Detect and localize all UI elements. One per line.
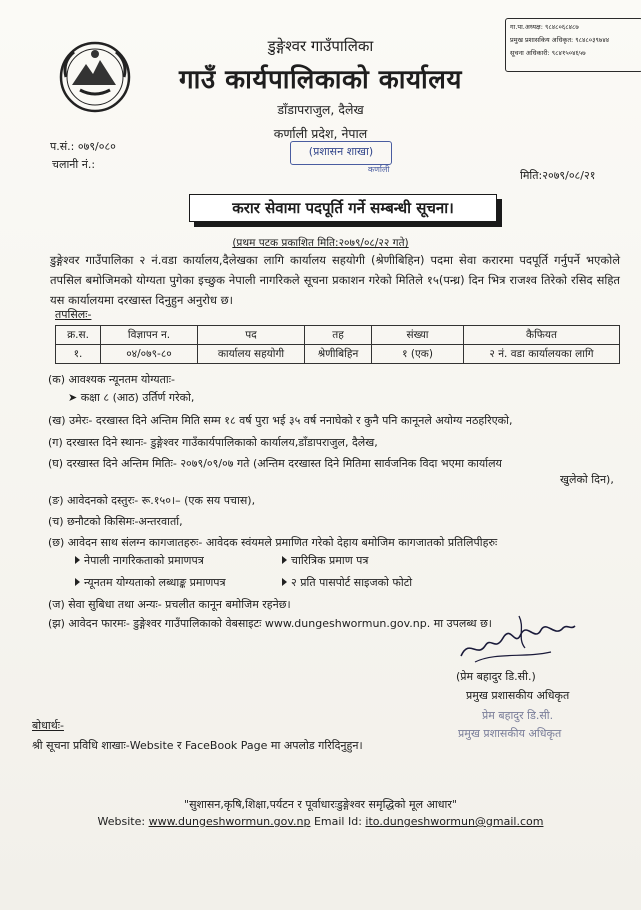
contact-box — [505, 18, 641, 72]
bullet-arrow-icon — [75, 578, 80, 586]
col-header: विज्ञापन न. — [101, 326, 198, 345]
address-line-2: कर्णाली प्रदेश, नेपाल — [273, 126, 368, 141]
signatory-name: (प्रेम बहादुर डि.सी.) — [456, 670, 536, 683]
bodhartha-line: श्री सूचना प्रविधि शाखाः-Website र FaceBook Page मा अपलोड गरिदिनुहुन। — [32, 739, 363, 752]
req-gha-line2: खुलेको दिन), — [560, 473, 614, 486]
website-label: Website: — [97, 815, 149, 828]
req-chha: (छ) आवेदन साथ संलग्न कागजातहरुः- आवेदक स्वंयमले प्रमाणित गरेको देहाय बमोजिम कागजातको प्रतिलिपीहरुः — [48, 536, 498, 549]
table-cell: ०४/०७९-८० — [101, 345, 198, 364]
contact-line: गा.पा.अध्यक्ष: ९८४८०६८४८७ — [510, 23, 579, 31]
req-ja: (ज) सेवा सुबिधा तथा अन्यः- प्रचलीत कानून बमोजिम रहनेछ। — [48, 598, 291, 611]
org-name: डुङ्गेश्वर गाउँपालिका — [267, 37, 374, 55]
table-cell: १. — [56, 345, 101, 364]
notice-title-box — [189, 194, 503, 227]
published-date: (प्रथम पटक प्रकाशित मिति:२०७९/०८/२२ गते) — [232, 237, 409, 249]
chalani-number: चलानी नं.: — [52, 158, 96, 171]
email-label: Email Id: — [310, 815, 366, 828]
bullet-arrow-icon — [282, 556, 287, 564]
table-header-row — [56, 326, 620, 345]
req-cha: (च) छनौटको किसिमः-अन्तरवार्ता, — [48, 515, 183, 528]
col-header: कैफियत — [464, 326, 620, 345]
footer-contact — [0, 815, 641, 828]
table-cell: २ नं. वडा कार्यालयका लागि — [464, 345, 620, 364]
req-ka-item: ➤ कक्षा ८ (आठ) उर्तिर्ण गरेको, — [68, 391, 195, 404]
website-link[interactable]: www.dungeshwormun.gov.np — [148, 815, 311, 828]
req-ga: (ग) दरखास्त दिने स्थानः- डुङ्गेश्वर गाउँकार्यपालिकाको कार्यालय,डाँडापराजुल, दैलेख, — [48, 436, 378, 449]
col-header: क्र.स. — [56, 326, 101, 345]
table-cell: कार्यालय सहयोगी — [198, 345, 305, 364]
contact-line: प्रमुख प्रशासकिय अधिकृत: ९८४८०३९७४४ — [510, 36, 610, 44]
bullet-arrow-icon — [75, 556, 80, 564]
email-link[interactable]: ito.dungeshwormun@gmail.com — [365, 815, 544, 828]
office-title: गाउँ कार्यपालिकाको कार्यालय — [179, 65, 462, 95]
req-kha: (ख) उमेरः- दरखास्त दिने अन्तिम मिति सम्म १८ वर्ष पुरा भई ३५ वर्ष ननाघेको र कुनै पनि कानूनले अयोग्य नठहरिएको, — [48, 414, 513, 427]
col-header: तह — [305, 326, 372, 345]
table-row — [56, 345, 620, 364]
vacancy-table — [55, 325, 620, 364]
req-jha: (झ) आवेदन फारमः- डुङ्गेश्वर गाउँपालिकाको वेबसाइटः www.dungeshwormun.gov.np. मा उपलब्ध छ। — [48, 617, 492, 630]
contact-line: सूचना अधिकारी: ९८४१५०४६५७ — [510, 49, 586, 57]
section-stamp-sub: कर्णाली — [368, 165, 390, 174]
signatory-title: प्रमुख प्रशासकीय अधिकृत — [466, 689, 570, 702]
notice-title: करार सेवामा पदपूर्ति गर्ने सम्बन्धी सूचना। — [189, 194, 497, 222]
bodhartha-label: बोधार्थः- — [32, 719, 64, 732]
req-gha-line1: (घ) दरखास्त दिने अन्तिम मितिः- २०७९/०९/०७ गते (अन्तिम दरखास्त दिने मितिमा सार्वजनिक विदा भएमा कार्यालय — [48, 457, 502, 470]
col-header: पद — [198, 326, 305, 345]
table-cell: श्रेणीबिहिन — [305, 345, 372, 364]
section-stamp: (प्रशासन शाखा) — [290, 141, 392, 165]
bullet-arrow-icon — [282, 578, 287, 586]
footer-slogan: "सुशासन,कृषि,शिक्षा,पर्यटन र पूर्वाधारःडुङ्गेश्वर समृद्धिको मूल आधार" — [184, 798, 457, 811]
signature-image — [455, 608, 580, 668]
signature-stamp-line1: प्रेम बहादुर डि.सी. — [482, 709, 554, 722]
document-item: न्यूनतम योग्यताको लब्धाङ्क प्रमाणपत्र — [75, 575, 226, 590]
req-ka-label: (क) आवश्यक न्यूनतम योग्यताः- — [48, 373, 175, 386]
col-header: संख्या — [372, 326, 464, 345]
table-cell: १ (एक) — [372, 345, 464, 364]
tapsil-label: तपसिलः- — [55, 308, 92, 321]
document-item: २ प्रति पासपोर्ट साइजको फोटो — [282, 575, 412, 590]
document-item: चारित्रिक प्रमाण पत्र — [282, 553, 369, 568]
signature-stamp-line2: प्रमुख प्रशासकीय अधिकृत — [458, 727, 562, 740]
document-date: मिति:२०७९/०८/२१ — [520, 169, 596, 182]
body-paragraph: डुङ्गेश्वर गाउँपालिका २ नं.वडा कार्यालय,दैलेखका लागि कार्यालय सहयोगी (श्रेणीबिहिन) पदमा सेवा करारमा पदपूर्ति गर्नुपर्ने भएकोले तपसिल बमोजिमको योग्यता पुगेका इच्छुक नेपाली नागरिकले सूचना प्रकाशन गरेको मितिले १५(पन्ध्र) दिन भित्र राजश्व तिरेको रसिद सहित यस कार्यालयमा दरखास्त दिनुहुन अनुरोध छ। — [50, 253, 620, 307]
req-nga: (ङ) आवेदनको दस्तुरः- रू.१५०।– (एक सय पचास), — [48, 494, 256, 507]
reference-number: प.सं.: ०७९/०८० — [50, 140, 116, 153]
document-item: नेपाली नागरिकताको प्रमाणपत्र — [75, 553, 204, 568]
address-line-1: डाँडापराजुल, दैलेख — [277, 102, 364, 117]
